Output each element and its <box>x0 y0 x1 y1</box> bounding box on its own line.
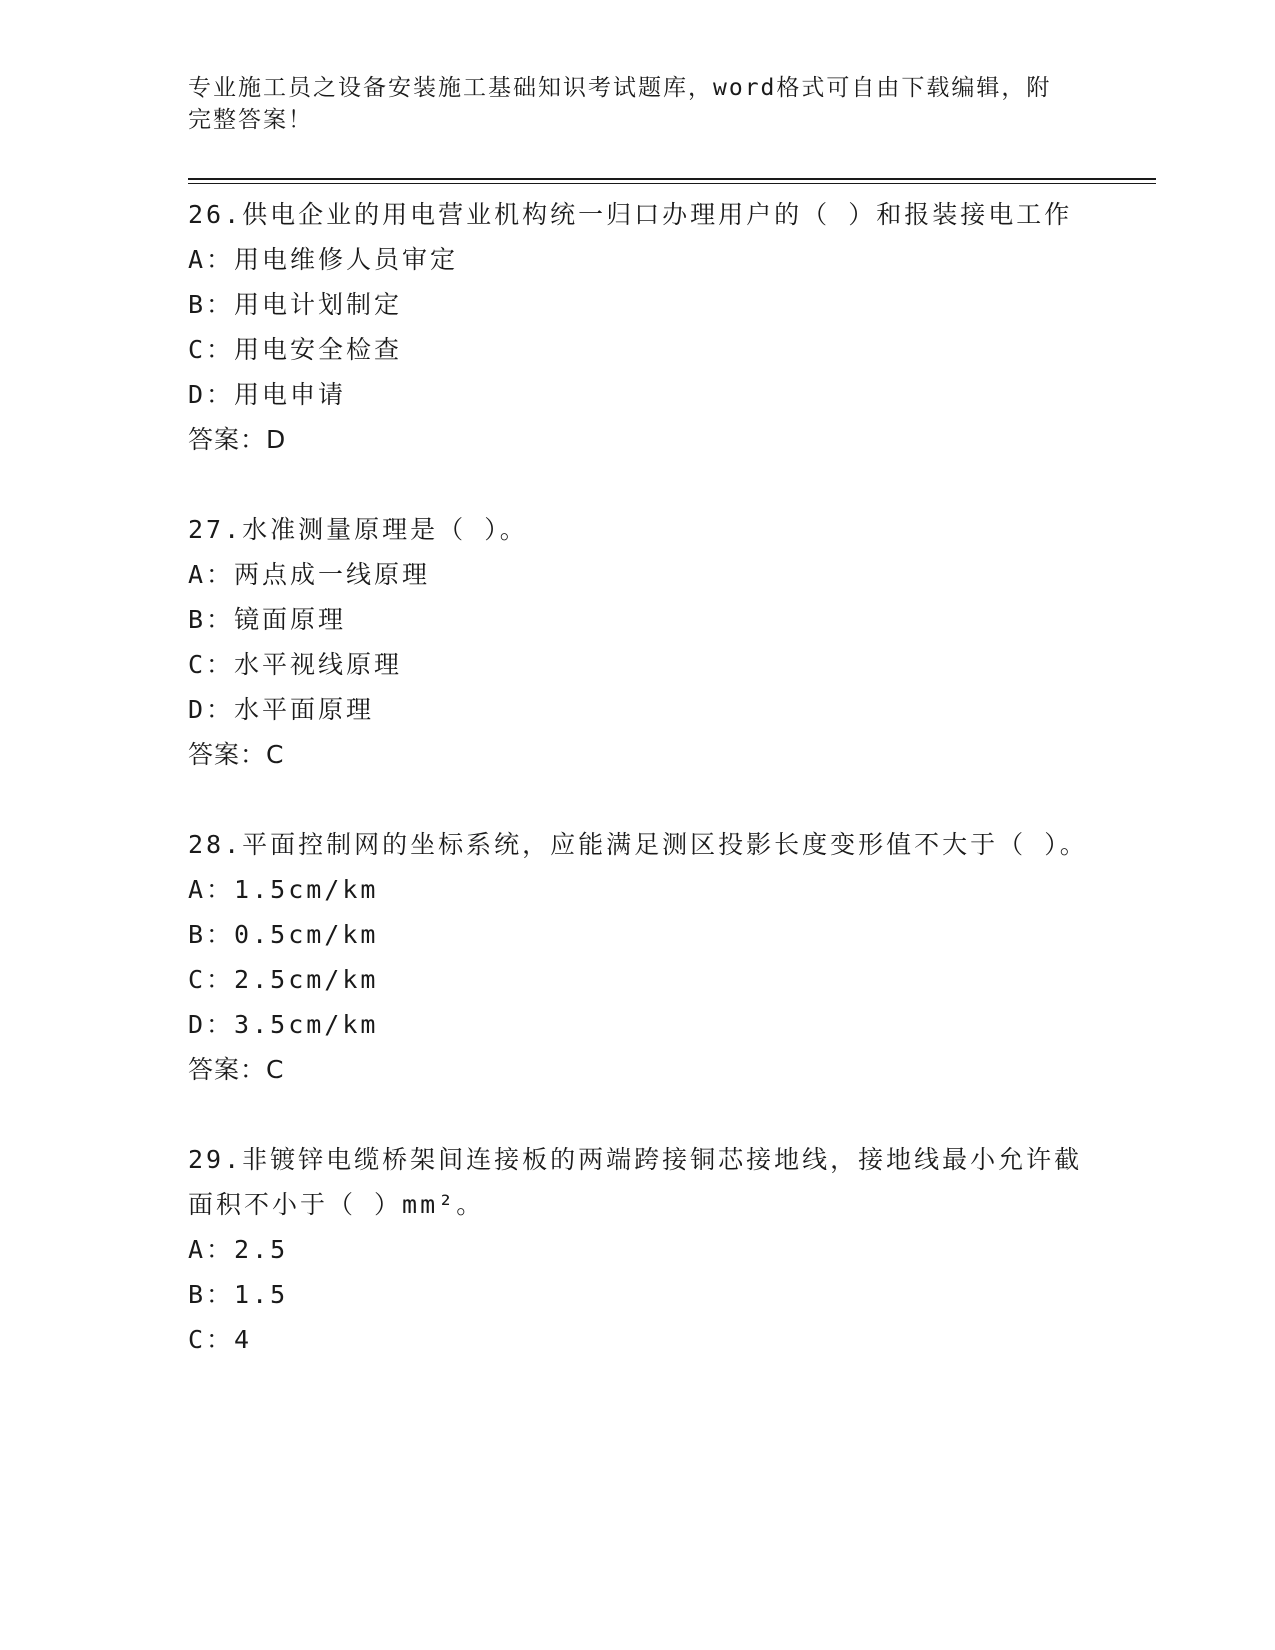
option-d: D：用电申请 <box>188 380 347 409</box>
option-c: C：用电安全检查 <box>188 335 403 364</box>
option-b: B：用电计划制定 <box>188 290 403 319</box>
option-d: D：3.5cm/km <box>188 1010 379 1039</box>
option-b: B：镜面原理 <box>188 605 347 634</box>
question-list <box>188 192 1088 1362</box>
option-c: C：4 <box>188 1325 253 1354</box>
question-26 <box>188 192 1088 462</box>
option-b: B：1.5 <box>188 1280 289 1309</box>
option-a: A：2.5 <box>188 1235 289 1264</box>
answer-line: 答案：D <box>188 425 287 454</box>
option-c: C：2.5cm/km <box>188 965 379 994</box>
header-divider <box>188 178 1156 180</box>
page-header: 专业施工员之设备安装施工基础知识考试题库，word格式可自由下载编辑，附完整答案！ <box>188 75 1052 133</box>
question-stem: 26.供电企业的用电营业机构统一归口办理用户的（ ）和报装接电工作 <box>188 200 1073 229</box>
answer-line: 答案：C <box>188 1055 285 1084</box>
question-stem: 28.平面控制网的坐标系统，应能满足测区投影长度变形值不大于（ ）。 <box>188 830 1088 859</box>
question-stem: 29.非镀锌电缆桥架间连接板的两端跨接铜芯接地线，接地线最小允许截面积不小于（ ）mm²。 <box>188 1145 1083 1219</box>
question-28 <box>188 822 1088 1092</box>
option-b: B：0.5cm/km <box>188 920 379 949</box>
option-a: A：两点成一线原理 <box>188 560 431 589</box>
option-d: D：水平面原理 <box>188 695 375 724</box>
option-a: A：1.5cm/km <box>188 875 379 904</box>
question-stem: 27.水准测量原理是（ ）。 <box>188 515 528 544</box>
question-29 <box>188 1137 1088 1362</box>
option-c: C：水平视线原理 <box>188 650 403 679</box>
option-a: A：用电维修人员审定 <box>188 245 459 274</box>
header-divider-thin <box>188 183 1156 184</box>
answer-line: 答案：C <box>188 740 285 769</box>
question-27 <box>188 507 1088 777</box>
